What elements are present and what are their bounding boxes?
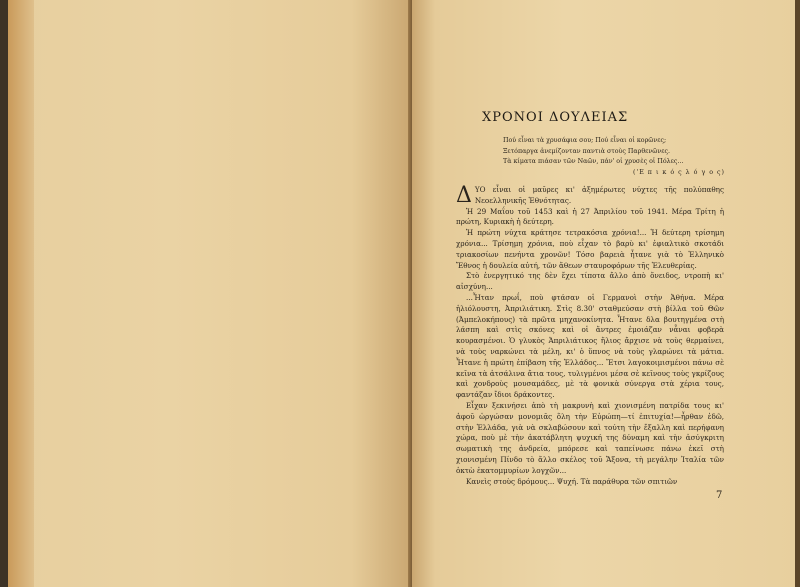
paragraph: Στὸ ἐνεργητικό της δὲν ἔχει τίποτα ἄλλο ἀπὸ ὄνειδος, ντροπὴ κι' αἰσχύνη... <box>456 271 724 292</box>
epigraph-line: Πού εἶναι τὰ χρυσάφια σου; Πού εἶναι οἱ κορῶνες; <box>503 137 667 144</box>
epigraph-line: Ξετόπαργα ἀνεμίζονταν παντιὰ στοὺς Παρθενῶνες. <box>503 147 671 155</box>
epigraph-source: ('Ε π ι κ ό ς λ ό γ ο ς) <box>633 168 725 176</box>
left-page-blank <box>8 0 412 587</box>
paragraph: Κανεὶς στοὺς δρόμους... Ψυχή. Τὰ παράθυρα τῶν σπιτιῶν <box>466 476 678 486</box>
epigraph-line: Τὰ κίματα πιάσαν τῶν Ναῶν, πάν' οἱ χρυσὲς οἱ Πόλες... <box>503 158 684 165</box>
page-number: 7 <box>716 490 723 501</box>
paragraph-text: ΥΟ εἶναι οἱ μαῦρες κι' ἀξημέρωτες νύχτες τῆς πολύπαθης Νεοελληνικῆς Ἑθνότητας. <box>474 185 724 205</box>
page-binding-edge <box>8 0 34 587</box>
paragraph: ...Ἦταν πρωΐ, ποὺ φτάσαν οἱ Γερμανοὶ στὴν Ἀθήνα. Μέρα ἡλιόλουστη, Ἀπριλιάτικη. Στὶς 8.30' σταθμεύσαν στὴ βίλλα τοῦ Θῶν (Ἀμπελοκήπους) τὰ πρῶτα μηχανοκίνητα. Ἦτανε δλα βουτηγμένα στὴ λάσπη καὶ στὶς σκόνες καὶ οἱ ἄντρες ἐμοιάζαν νἆναι φοβερὰ κουρασμένοι. Ὁ γλυκὸς Ἀπριλιάτικος ἥλιος ἄρχισε νὰ τοὺς θερμαίνει, νὰ τοὺς ναρκώνει τὰ μέλη, κι' ὁ ὕπνος νὰ τοὺς γλαρώνει τὰ μάτια. Ἦτανε ἡ πρώτη ἐπίβαση τῆς Ἑλλάδος... Ἔτσι λαγοκοιμισμένοι πάνω σὲ κεῖνα τὰ ἀτσάλινα ἄτια τους, τυλιγμένοι μέσα σὲ κεῖνους τοὺς γκρίζους καὶ χονδροὺς μουσαμάδες, μὲ τὰ φονικὰ σύνεργα στὰ χέρια τους, φαντάζαν ἴδιοι δράκοντες. <box>456 292 724 400</box>
chapter-title: ΧΡΟΝΟΙ ΔΟΥΛΕΙΑΣ <box>482 110 629 125</box>
paragraph: Ἡ 29 Μαΐου τοῦ 1453 καὶ ἡ 27 Ἀπριλίου τοῦ 1941. Μέρα Τρίτη ἡ πρώτη, Κυριακὴ ἡ δεύτερη. <box>456 206 724 227</box>
paragraph: Ἡ πρώτη νύχτα κράτησε τετρακόσια χρόνια!... Ἡ δεύτερη τρίσημη χρόνια... Τρίσημη χρόνια, ποὺ εἶχαν τὸ βαρὺ κι' ἐφιαλτικὸ σκοτάδι τριακοσίων πενήντα χρονῶν! Τόσο βαρειὰ ἦτανε γιὰ τὸ Ἑλληνικὸ Ἔθνος ἡ δουλεία αὐτή, τῶν ἄθεων σταυροφόρων τῆς Ἐλευθερίας. <box>456 228 724 270</box>
page-edge <box>795 0 800 587</box>
epigraph <box>503 136 733 178</box>
chapter-body <box>456 185 724 487</box>
paragraph <box>456 185 724 207</box>
drop-cap: Δ <box>456 183 472 208</box>
paragraph: Εἶχαν ξεκινήσει ἀπὸ τὴ μακρυνὴ καὶ χιονισμένη πατρίδα τους κι' ἀφοῦ ὡργώσαν μονομιᾶς ὅλη τὴν Εὐρώπη—τί ἐπιτυχία!—ἦρθαν ἐδῶ, στὴν Ἑλλάδα, γιὰ νὰ σκλαβώσουν καὶ τούτη τὴν ἔξαλλη καὶ περήφανη χώρα, ποὺ μὲ τὴν ἀκατάβλητη ψυχική της δύναμη καὶ τὴν ἀσύγκριτη σωματικὴ της ἀνδρεία, μπόρεσε καὶ ταπείνωσε πάνω ἐκεῖ στὴ χιονισμένη Πίνδο τὸ ἄλλο σκέλος τοῦ Ἄξονα, τὴ μεγάλην Ἰταλία τῶν ὀκτὼ ἑκατομμυρίων λογχῶν... <box>456 400 724 475</box>
